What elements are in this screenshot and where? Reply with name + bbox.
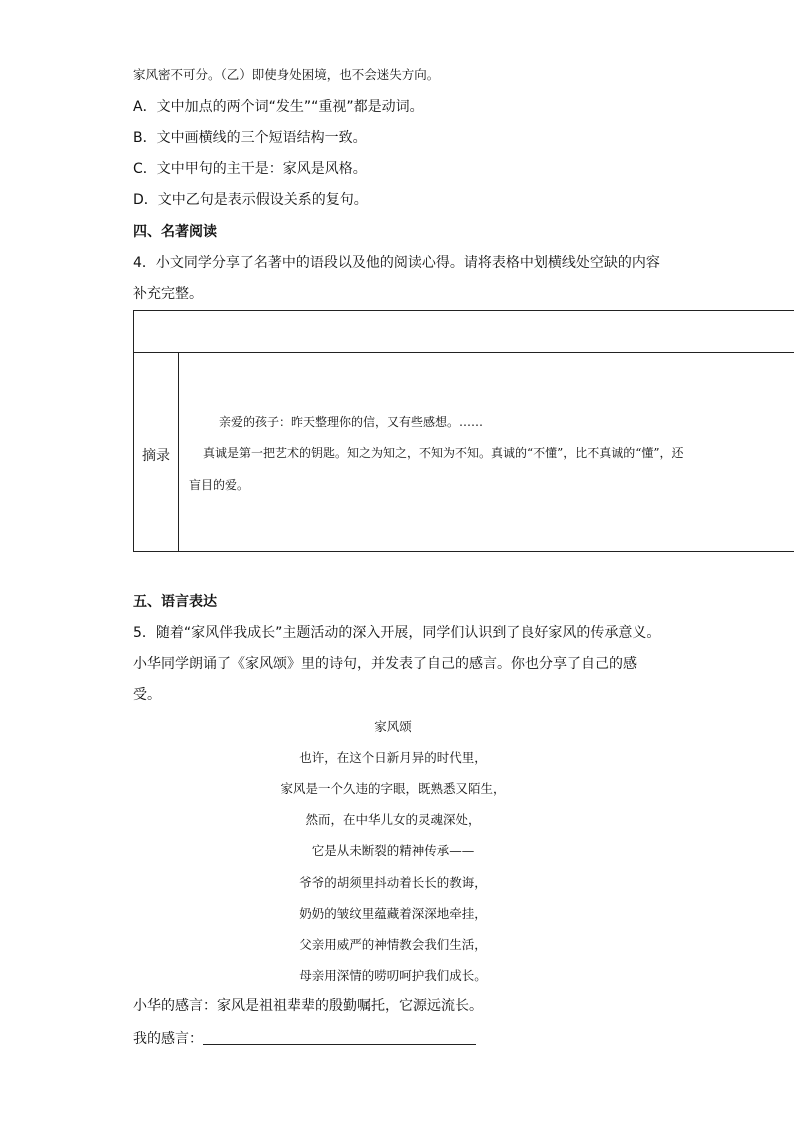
poem-line: 爷爷的胡须里抖动着长长的教诲，: [299, 875, 487, 890]
excerpt-line1: 亲爱的孩子：昨天整理你的信，又有些感想。……: [219, 415, 484, 429]
option-a: A．文中加点的两个词“发生”“重视”都是动词。: [133, 99, 424, 115]
table-header-row: [134, 311, 794, 353]
table-label-cell: [134, 353, 179, 551]
poem-line: 也许，在这个日新月异的时代里，: [299, 750, 487, 765]
option-d: D．文中乙句是表示假设关系的复句。: [133, 192, 368, 208]
option-c: C．文中甲句的主干是：家风是风格。: [133, 161, 367, 177]
reading-table: [133, 310, 794, 552]
question5-line3: 受。: [133, 687, 161, 703]
section4-heading: 四、名著阅读: [133, 224, 217, 240]
carry-over-text: 家风密不可分。（乙）即使身处困境，也不会迷失方向。: [133, 67, 440, 82]
section5-heading: 五、语言表达: [133, 594, 217, 610]
poem-title: 家风颂: [374, 719, 412, 734]
my-remark-label: 我的感言：: [133, 1031, 203, 1047]
excerpt-line3: 盲目的爱。: [189, 478, 250, 492]
poem-line: 母亲用深情的唠叨呵护我们成长。: [299, 968, 487, 983]
question4-line1: 4．小文同学分享了名著中的语段以及他的阅读心得。请将表格中划横线处空缺的内容: [133, 255, 660, 271]
poem-line: 父亲用威严的神情教会我们生活，: [299, 937, 487, 952]
poem-line: 然而，在中华儿女的灵魂深处，: [305, 812, 481, 827]
question5-line1: 5．随着“家风伴我成长”主题活动的深入开展，同学们认识到了良好家风的传承意义。: [133, 625, 661, 641]
my-remark-blank[interactable]: [203, 1043, 476, 1045]
excerpt-label: 摘录: [142, 448, 170, 464]
poem-line: 它是从未断裂的精神传承——: [311, 843, 475, 858]
xiaohua-remark: 小华的感言：家风是祖祖辈辈的殷勤嘱托，它源远流长。: [133, 998, 483, 1014]
poem-line: 奶奶的皱纹里蕴藏着深深地牵挂，: [299, 906, 487, 921]
option-b: B．文中画横线的三个短语结构一致。: [133, 130, 367, 146]
poem-line: 家风是一个久违的字眼，既熟悉又陌生，: [280, 781, 506, 796]
question4-line2: 补充完整。: [133, 286, 203, 302]
question5-line2: 小华同学朗诵了《家风颂》里的诗句，并发表了自己的感言。你也分享了自己的感: [133, 656, 637, 672]
excerpt-line2: 真诚是第一把艺术的钥匙。知之为知之，不知为不知。真诚的“不懂”，比不真诚的“懂”，还: [203, 446, 684, 460]
